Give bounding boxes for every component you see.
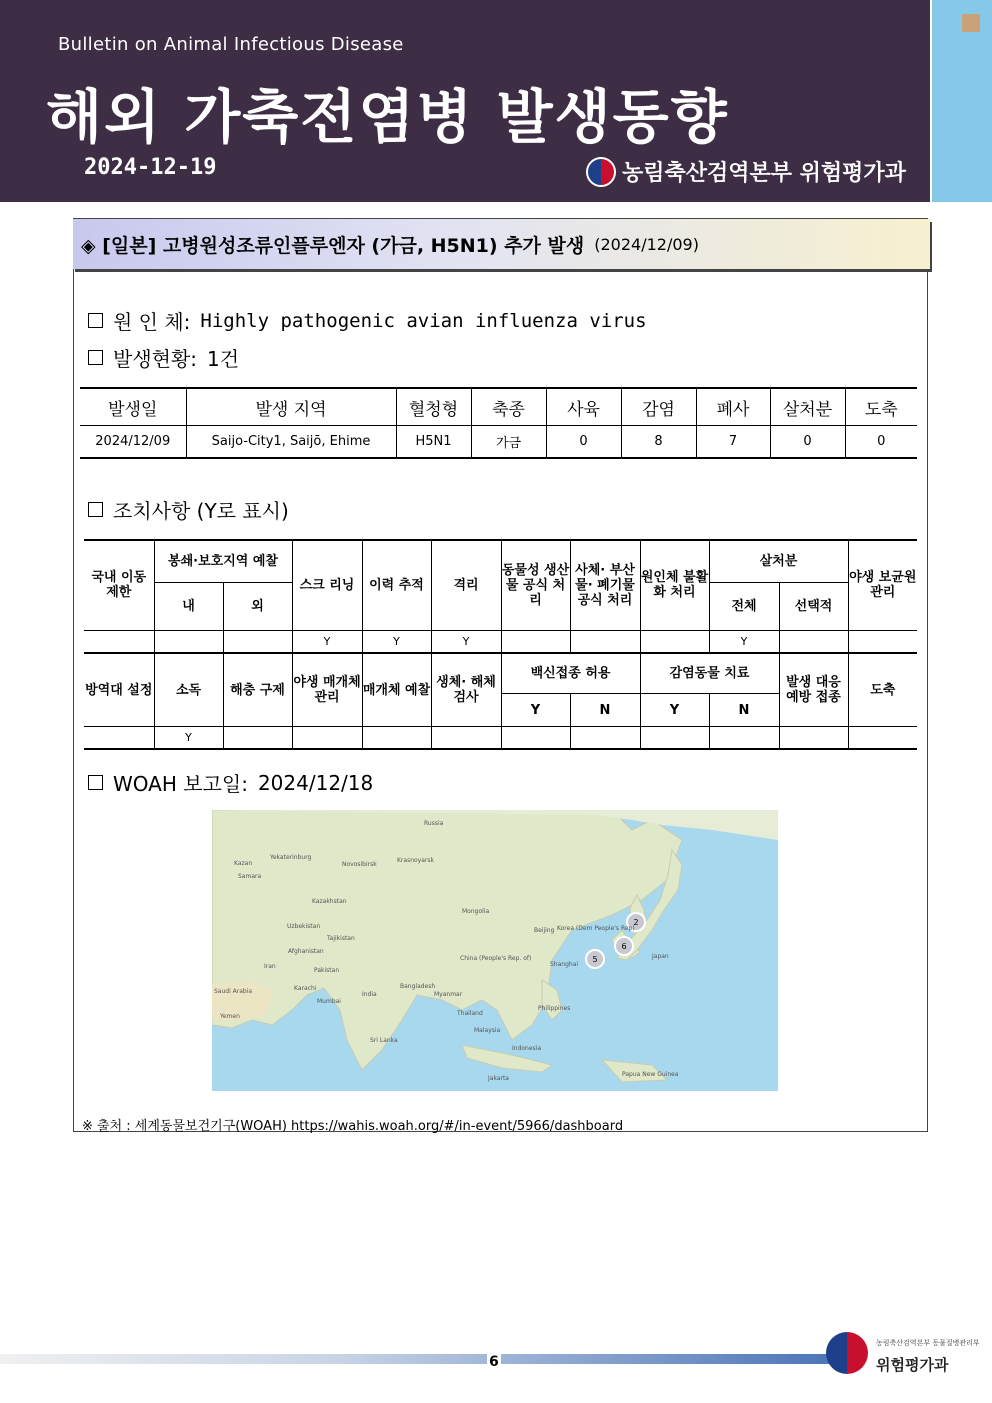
cell-region: Saijo-City1, Saijō, Ehime [186,426,396,459]
map-label: Philippines [538,1005,571,1012]
map-svg [212,810,778,1091]
checkbox-icon [88,775,103,790]
cell-measure [292,727,362,750]
map-label: Jakarta [488,1075,509,1082]
th-wild-vector: 야생 매개체 관리 [292,654,362,727]
map-label: Kazan [234,860,253,867]
cell-measure [570,630,640,652]
checkbox-icon [88,313,103,328]
footer-org: 위험평가과 [876,1356,949,1374]
th-vaccination: 백신접종 허용 [501,654,640,694]
map-label: Papua New Guinea [622,1071,679,1078]
outbreak-value: 1건 [207,347,240,371]
cell-measure: Y [362,630,431,652]
outbreak-label: 발생현황: [113,347,198,371]
footer-org-small: 농림축산검역본부 동물질병관리부 [876,1339,980,1347]
th-products: 동물성 생산물 공식 처리 [501,540,570,630]
cell-measure [640,630,709,652]
th-domestic-restriction: 국내 이동 제한 [84,540,154,630]
map-label: Shanghai [550,961,579,968]
checkbox-icon [88,350,103,365]
th-wild-reservoir: 야생 보균원 관리 [848,540,917,630]
measures-item [88,495,289,524]
th-disinfection: 소독 [154,654,223,727]
th-species: 축종 [471,388,546,426]
taeguk-logo-icon [826,1332,868,1374]
th-treat-n: N [709,694,779,727]
th-region: 발생 지역 [186,388,396,426]
cell-measure [779,727,848,750]
table-row [84,727,917,750]
cell-measure: Y [431,630,501,652]
th-inspection: 생체· 해체 검사 [431,654,501,727]
map-label: Sri Lanka [370,1037,398,1044]
th-traceability: 이력 추적 [362,540,431,630]
cell-serotype: H5N1 [396,426,471,459]
header-org [586,156,906,187]
header-date: 2024-12-19 [84,155,217,180]
map-label: Indonesia [512,1045,542,1052]
map-label: Malaysia [474,1027,501,1034]
cell-measure [709,727,779,750]
outbreak-item [88,343,239,372]
table-row [80,426,917,459]
th-serotype: 혈청형 [396,388,471,426]
map-label: Uzbekistan [287,923,321,930]
th-date: 발생일 [80,388,186,426]
map-label: Pakistan [314,967,340,974]
cell-measure [154,630,223,652]
cluster-count: 2 [633,918,639,927]
th-inactivation: 원인체 불활화 처리 [640,540,709,630]
section-title: ◈ [일본] 고병원성조류인플루엔자 (가금, H5N1) 추가 발생 [81,234,585,257]
outbreak-table [80,387,917,459]
cell-measure [362,727,431,750]
cell-measure [779,630,848,652]
header-title: 해외 가축전염병 발생동향 [46,83,729,151]
map-label: Novosibirsk [342,861,377,868]
map-label: Tajikistan [327,935,355,942]
map-label: Krasnoyarsk [397,857,434,864]
map-label: Samara [238,873,262,880]
taeguk-logo-icon [586,157,616,187]
map-label: Saudi Arabia [214,988,253,995]
outbreak-map [212,810,778,1091]
cell-measure: Y [292,630,362,652]
th-screening: 스크 리닝 [292,540,362,630]
woah-label: WOAH 보고일: [113,772,248,796]
measures-label: 조치사항 (Y로 표시) [113,499,289,523]
th-cull-all: 전체 [709,582,779,630]
header-accent-square [962,14,980,32]
th-vector-surveillance: 매개체 예찰 [362,654,431,727]
map-label: Japan [652,953,669,960]
map-label: Mongolia [462,908,490,915]
agent-item [88,306,647,335]
cell-measure [223,727,292,750]
measures-table-b [84,653,917,750]
map-label: Bangladesh [400,983,436,990]
footer-line [0,1354,840,1364]
cell-slaughtered: 0 [845,426,917,459]
cell-measure [848,630,917,652]
cell-measure [848,727,917,750]
th-vaccine-n: N [570,694,640,727]
cell-infected: 8 [621,426,696,459]
th-culling: 살처분 [709,540,848,582]
th-slaughter: 도축 [848,654,917,727]
th-zone-setting: 방역대 설정 [84,654,154,727]
map-label: Mumbai [317,998,341,1005]
section-date: (2024/12/09) [594,234,699,254]
cell-measure: Y [154,727,223,750]
woah-value: 2024/12/18 [257,770,374,795]
th-carcass: 사체· 부산물· 폐기물 공식 처리 [570,540,640,630]
th-zone-in: 내 [154,582,223,630]
th-treat-y: Y [640,694,709,727]
agent-label: 원 인 체: [113,310,191,334]
map-label: Yemen [220,1013,240,1020]
woah-item [88,768,373,797]
cell-measure [640,727,709,750]
map-label: Iran [264,963,276,970]
map-label: Kazakhstan [312,898,347,905]
measures-table-a [84,539,917,653]
th-raised: 사육 [546,388,621,426]
agent-value: Highly pathogenic avian influenza virus [200,309,647,332]
cell-measure: Y [709,630,779,652]
th-pest-control: 해충 구제 [223,654,292,727]
map-label: China (People's Rep. of) [460,955,532,962]
th-preventive-vaccination: 발생 대응 예방 접종 [779,654,848,727]
cell-measure [84,727,154,750]
cell-species: 가금 [471,426,546,459]
map-label: Afghanistan [288,948,324,955]
th-dead: 폐사 [696,388,770,426]
cell-raised: 0 [546,426,621,459]
cell-measure [501,630,570,652]
th-vaccine-y: Y [501,694,570,727]
map-label: Thailand [457,1010,483,1017]
cell-measure [431,727,501,750]
th-quarantine: 격리 [431,540,501,630]
th-zone-out: 외 [223,582,292,630]
header-banner [0,0,930,202]
map-label: Myanmar [434,991,463,998]
checkbox-icon [88,502,103,517]
map-label: Karachi [294,985,317,992]
page-number: 6 [489,1354,499,1370]
cell-measure [84,630,154,652]
th-infected: 감염 [621,388,696,426]
th-treatment: 감염동물 치료 [640,654,779,694]
th-culled: 살처분 [770,388,845,426]
cell-dead: 7 [696,426,770,459]
section-title-bar [73,219,930,269]
th-zone-surveillance: 봉쇄·보호지역 예찰 [154,540,292,582]
cell-culled: 0 [770,426,845,459]
cluster-count: 5 [592,955,598,964]
map-label: Russia [424,820,444,827]
header-org-name: 농림축산검역본부 위험평가과 [622,161,906,186]
cell-measure [501,727,570,750]
source-note: ※ 출처 : 세계동물보건기구(WOAH) https://wahis.woah.org/#/in-event/5966/dashboard [82,1119,624,1134]
map-label: Beijing [534,927,555,934]
table-row [84,630,917,652]
cluster-count: 6 [621,942,627,951]
map-label: Yekaterinburg [270,854,312,861]
map-label: India [362,991,377,998]
th-cull-selective: 선택적 [779,582,848,630]
th-slaughtered: 도축 [845,388,917,426]
cell-measure [570,727,640,750]
header-subtitle: Bulletin on Animal Infectious Disease [58,34,404,55]
cell-measure [223,630,292,652]
cell-date: 2024/12/09 [80,426,186,459]
map-label: Korea (Dem People's Rep) [557,925,635,932]
